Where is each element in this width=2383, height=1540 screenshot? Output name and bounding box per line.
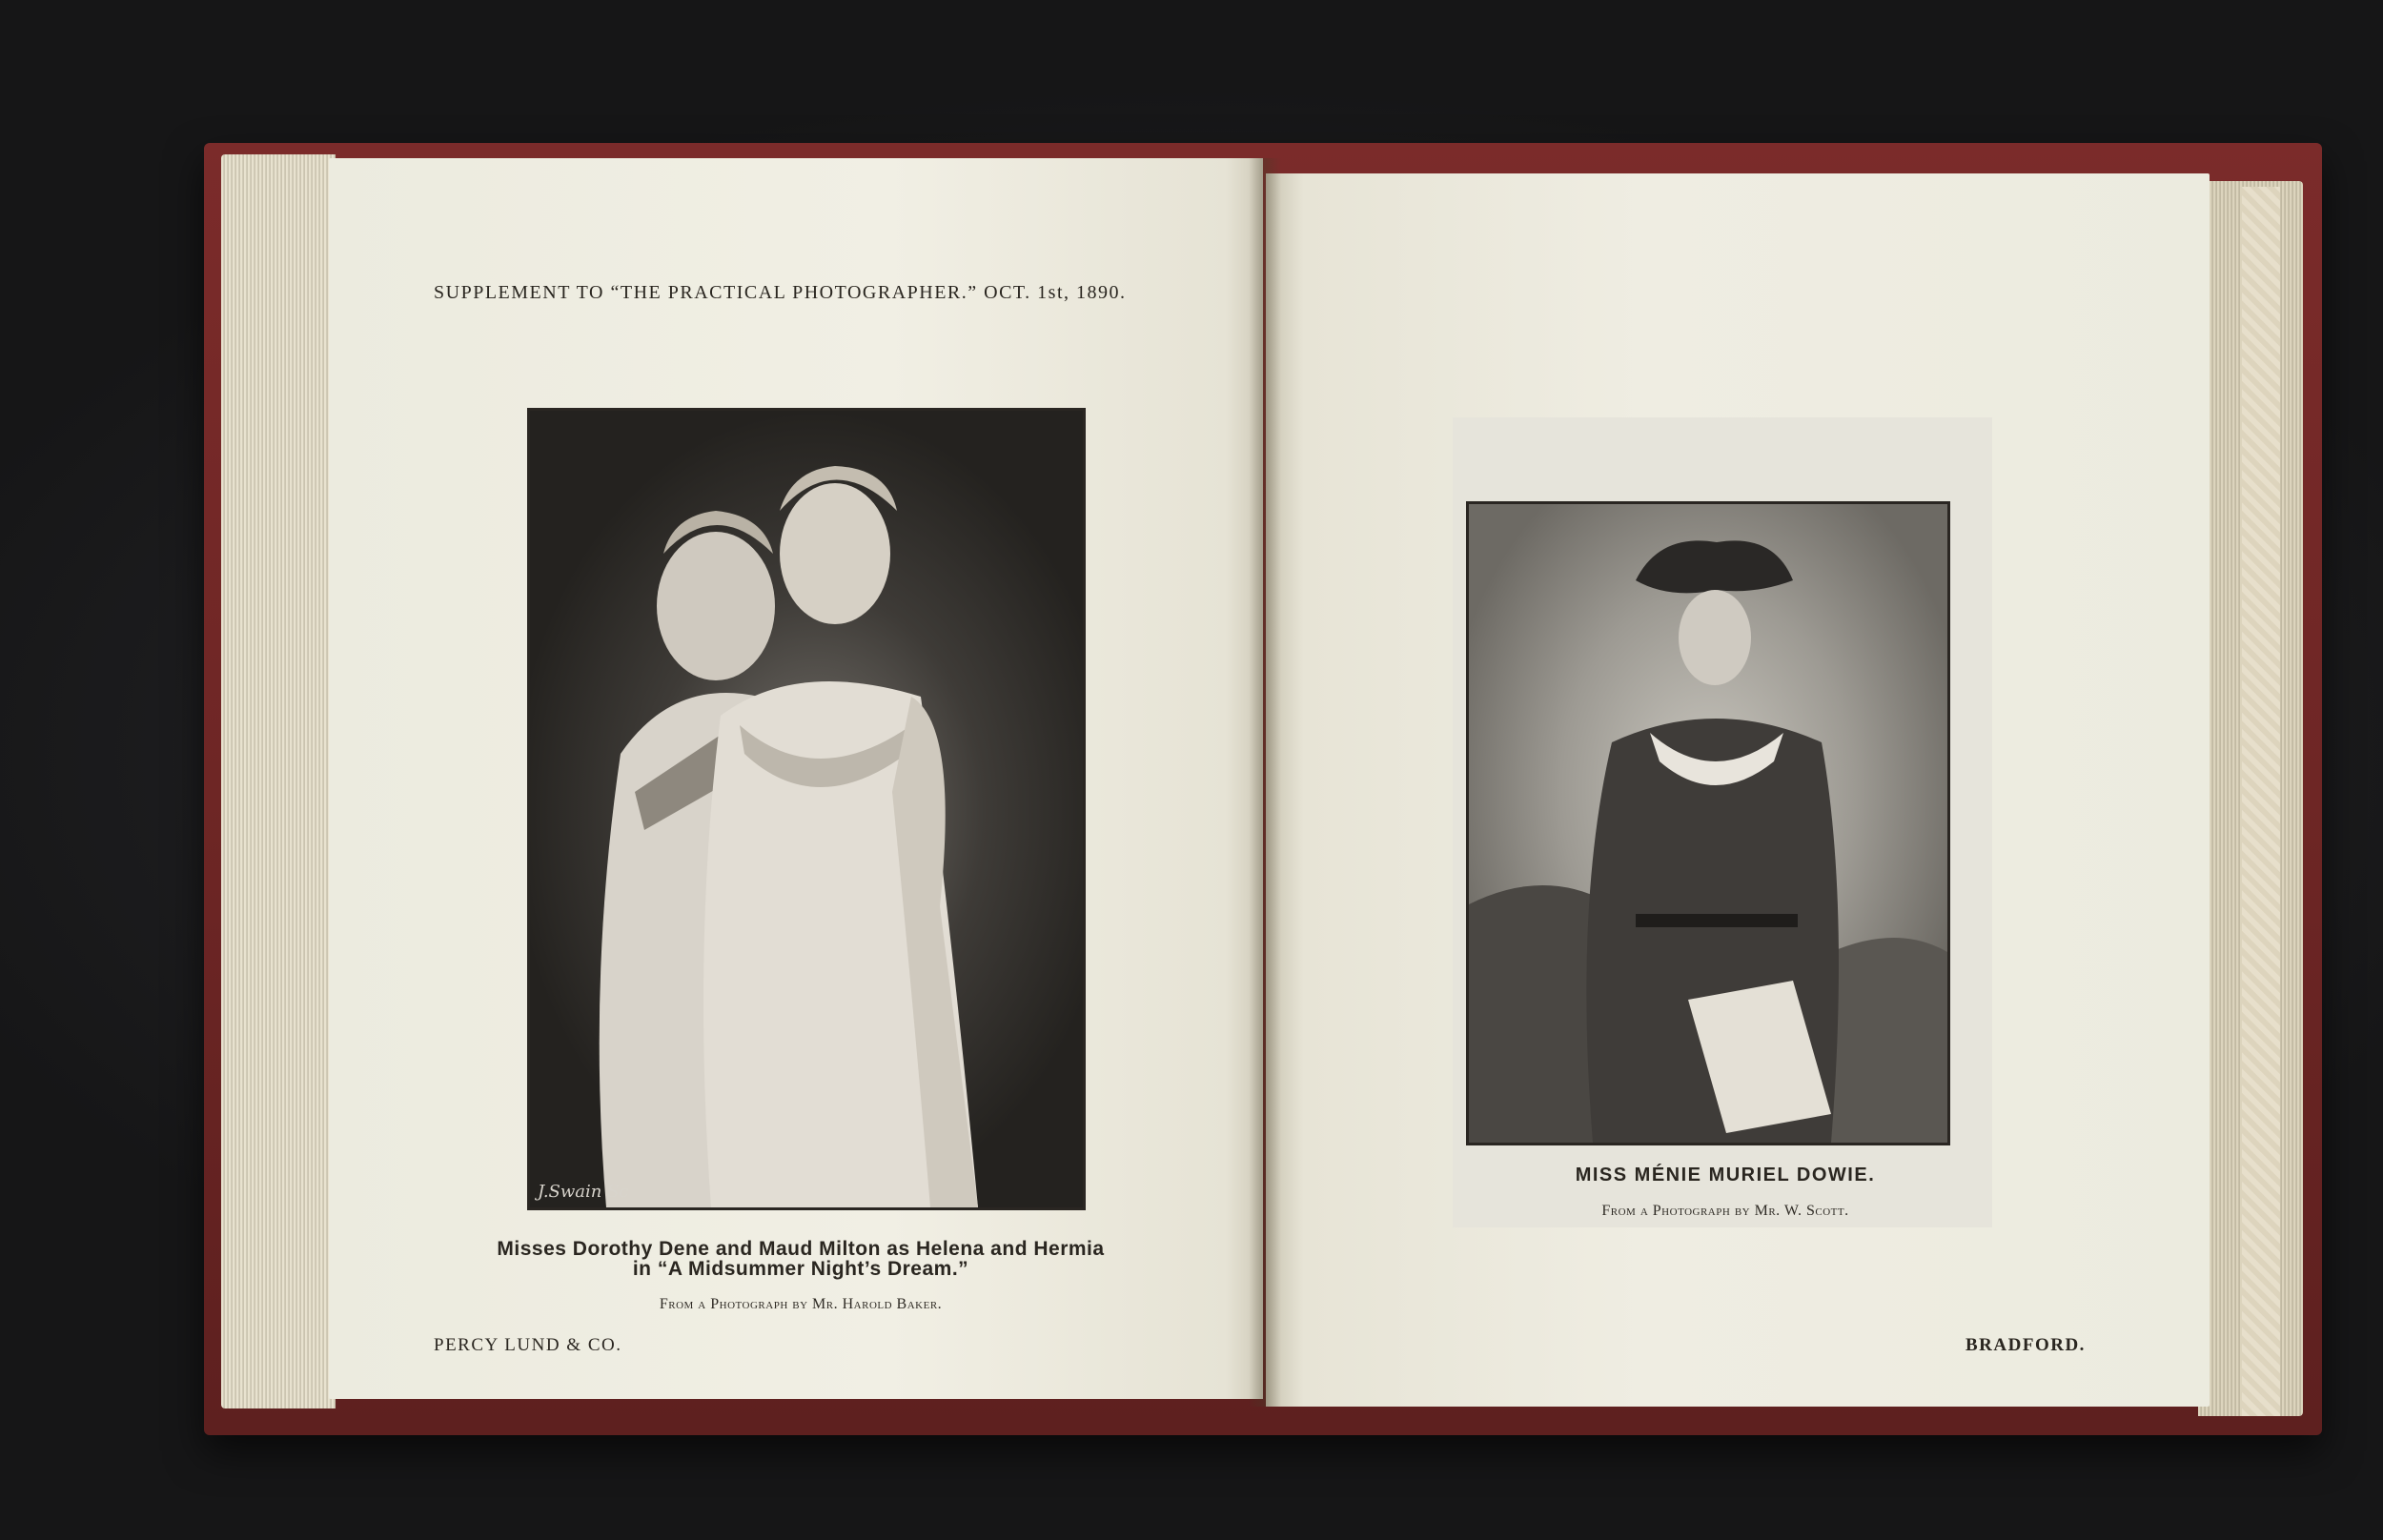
photo-figures-illustration [530, 411, 1083, 1207]
location-footer: BRADFORD. [1965, 1335, 2086, 1355]
caption-menie-dowie: MISS MÉNIE MURIEL DOWIE. [1575, 1165, 1876, 1185]
marbled-flyleaf [2242, 187, 2280, 1416]
caption-line-1: Misses Dorothy Dene and Maud Milton as Helena and Hermia [497, 1238, 1105, 1260]
page-edges-left [221, 154, 336, 1408]
photo-credit-left: From a Photograph by Mr. Harold Baker. [659, 1296, 943, 1312]
caption-helena-hermia [458, 1239, 1144, 1279]
engraver-signature: J.Swain Sc [538, 1182, 629, 1202]
photo-plate-menie-dowie [1466, 501, 1950, 1145]
caption-line-2: in “A Midsummer Night’s Dream.” [632, 1258, 969, 1280]
book-gutter [1249, 158, 1281, 1407]
photo-plate-helena-hermia [527, 408, 1086, 1210]
photo-credit-right: From a Photograph by Mr. W. Scott. [1601, 1203, 1849, 1219]
publisher-footer: PERCY LUND & CO. [434, 1335, 622, 1355]
page-header: SUPPLEMENT TO “THE PRACTICAL PHOTOGRAPHER.” OCT. 1st, 1890. [434, 282, 1127, 303]
photo-portrait-illustration [1469, 504, 1947, 1143]
